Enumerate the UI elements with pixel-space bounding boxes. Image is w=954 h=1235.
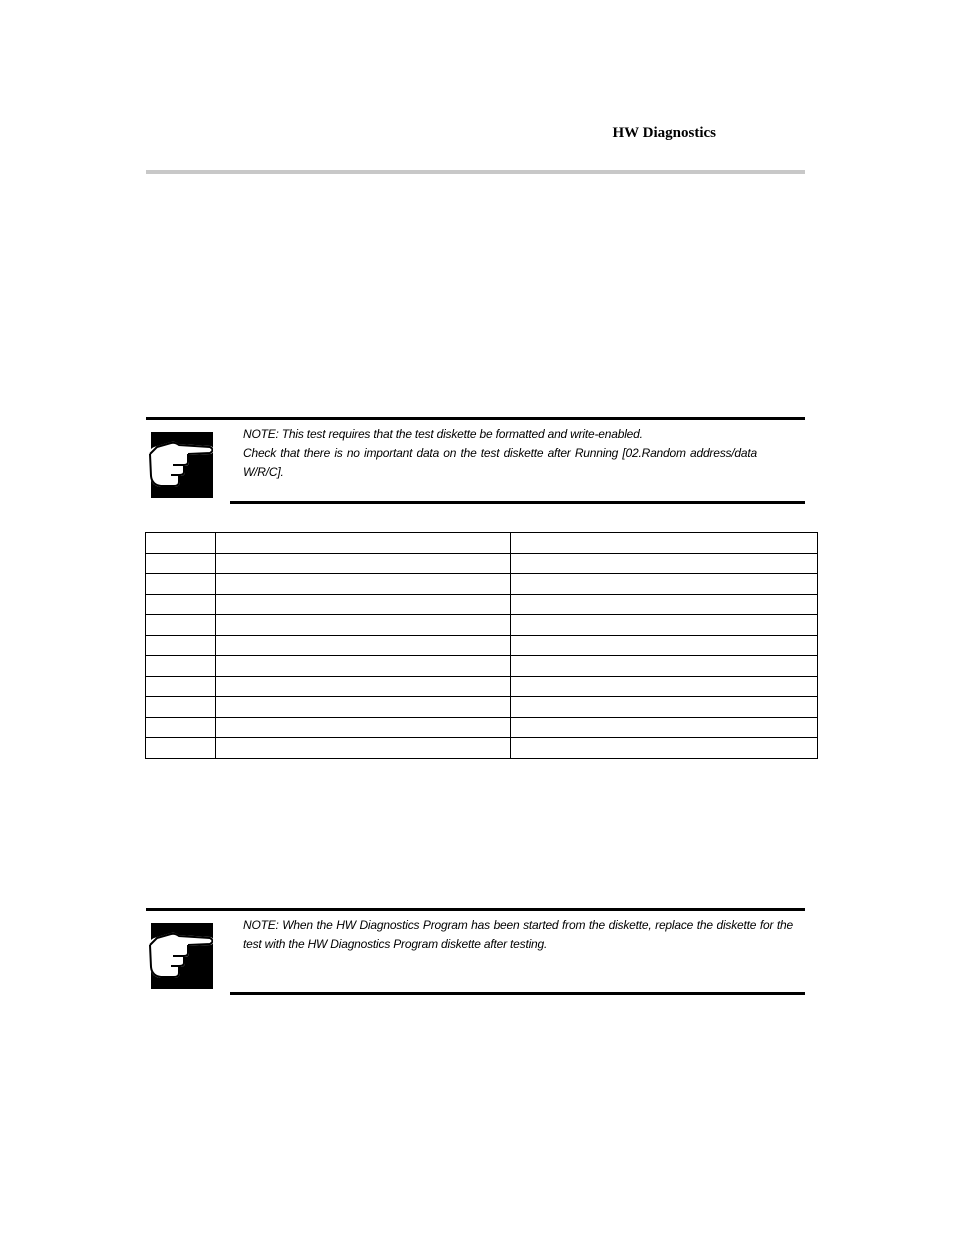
note-2-bottom-rule	[230, 992, 805, 995]
table-cell	[216, 717, 511, 738]
note-1-bottom-rule	[230, 501, 805, 504]
table-cell	[216, 738, 511, 759]
table-cell	[146, 697, 216, 718]
table-cell	[146, 594, 216, 615]
table-cell	[511, 656, 818, 677]
table-row	[146, 615, 818, 636]
running-head: HW Diagnostics	[612, 125, 716, 141]
table-cell	[146, 615, 216, 636]
table-cell	[216, 574, 511, 595]
table-cell	[511, 717, 818, 738]
note-2-line-1: NOTE: When the HW Diagnostics Program has been started from the diskette, replace the diskette for the test with the HW Diagnostics Program diskette after testing.	[243, 918, 793, 951]
table-cell	[511, 553, 818, 574]
table-cell	[146, 656, 216, 677]
table-row	[146, 533, 818, 554]
table-row	[146, 738, 818, 759]
note-1-text	[243, 425, 757, 482]
table-cell	[216, 635, 511, 656]
table-row	[146, 717, 818, 738]
table-cell	[146, 738, 216, 759]
data-table	[145, 532, 818, 759]
note-1-pointing-hand-icon	[149, 432, 213, 498]
table-cell	[511, 697, 818, 718]
table-cell	[511, 615, 818, 636]
table-row	[146, 594, 818, 615]
table-cell	[511, 635, 818, 656]
note-1-line-1: NOTE: This test requires that the test diskette be formatted and write-enabled.	[243, 427, 643, 441]
table-row	[146, 574, 818, 595]
header-rule	[146, 170, 805, 174]
table-cell	[216, 676, 511, 697]
table-row	[146, 553, 818, 574]
table-row	[146, 697, 818, 718]
table-cell	[216, 656, 511, 677]
table-cell	[216, 553, 511, 574]
table-cell	[511, 574, 818, 595]
note-2-text	[243, 916, 793, 954]
table-cell	[216, 594, 511, 615]
table-cell	[146, 574, 216, 595]
table-cell	[511, 676, 818, 697]
table-row	[146, 656, 818, 677]
table-cell	[511, 738, 818, 759]
table-cell	[146, 553, 216, 574]
table-cell	[146, 717, 216, 738]
table-cell	[216, 533, 511, 554]
note-1-line-2: Check that there is no important data on the test diskette after Running [02.Random address/data W/R/C].	[243, 446, 757, 479]
table-cell	[216, 615, 511, 636]
table-cell	[146, 676, 216, 697]
table-cell	[146, 635, 216, 656]
table-row	[146, 635, 818, 656]
note-2-top-rule	[146, 908, 805, 911]
table-cell	[216, 697, 511, 718]
note-2-pointing-hand-icon	[149, 923, 213, 989]
table-cell	[511, 594, 818, 615]
table-cell	[146, 533, 216, 554]
note-1-top-rule	[146, 417, 805, 420]
table-cell	[511, 533, 818, 554]
table-row	[146, 676, 818, 697]
